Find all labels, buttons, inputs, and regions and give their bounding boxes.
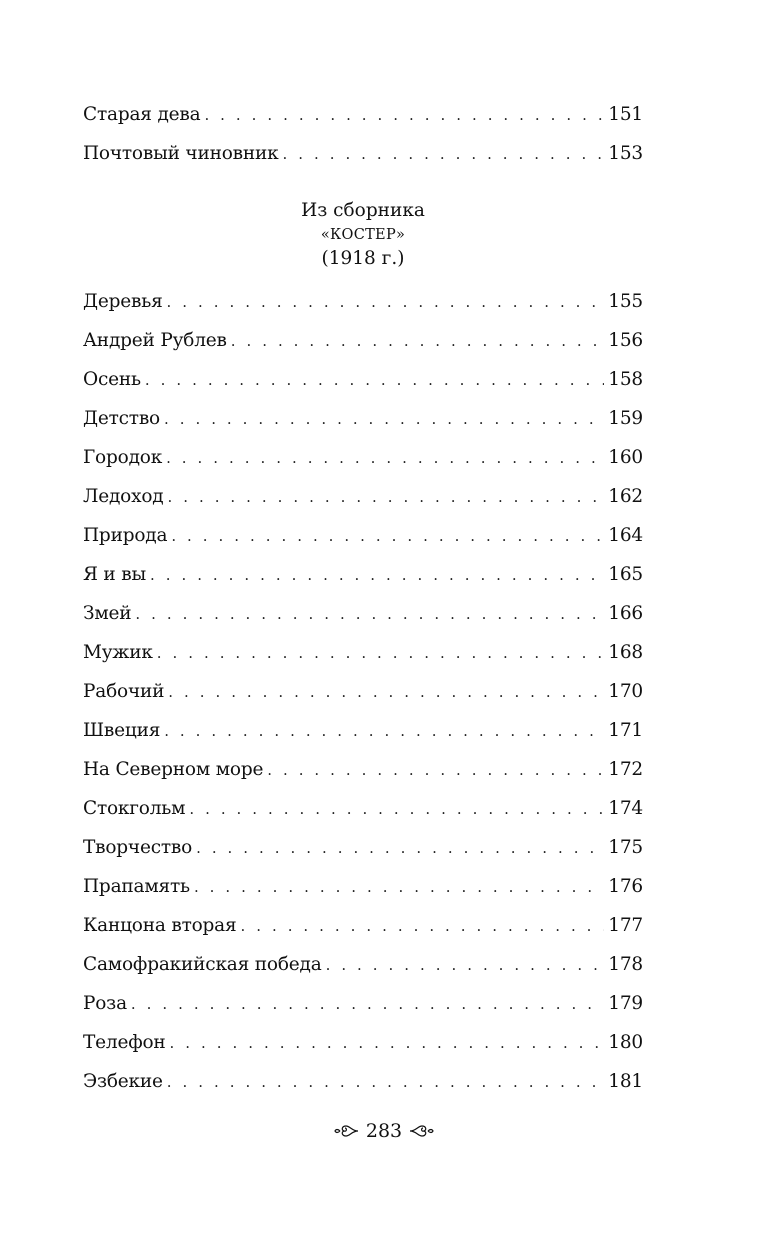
toc-list-top [83, 95, 643, 173]
toc-entry [83, 672, 643, 711]
toc-entry-page: 180 [608, 1032, 643, 1053]
toc-entry-page: 156 [608, 330, 643, 351]
toc-entry [83, 555, 643, 594]
section-heading [83, 198, 643, 272]
dot-leader [145, 361, 604, 400]
toc-entry [83, 1062, 643, 1101]
toc-entry-title: Телефон [83, 1032, 166, 1053]
toc-entry-title: Прапамять [83, 876, 190, 897]
toc-entry-title: Самофракийская победа [83, 954, 322, 975]
toc-entry-page: 160 [608, 447, 643, 468]
toc-entry-page: 168 [608, 642, 643, 663]
toc-entry-page: 159 [608, 408, 643, 429]
toc-entry-page: 170 [608, 681, 643, 702]
toc-entry [83, 438, 643, 477]
toc-entry [83, 984, 643, 1023]
toc-entry-page: 162 [608, 486, 643, 507]
toc-entry-page: 174 [608, 798, 643, 819]
toc-entry-page: 153 [608, 143, 643, 164]
dot-leader [267, 751, 604, 790]
toc-entry-title: Городок [83, 447, 163, 468]
dot-leader [170, 1024, 605, 1063]
toc-entry [83, 399, 643, 438]
toc-entry [83, 360, 643, 399]
dot-leader [166, 439, 604, 478]
toc-entry-page: 172 [608, 759, 643, 780]
toc-entry-title: Роза [83, 993, 127, 1014]
toc-entry [83, 750, 643, 789]
dot-leader [164, 712, 604, 751]
dot-leader [204, 96, 604, 135]
dot-leader [168, 673, 604, 712]
dot-leader [326, 946, 605, 985]
toc-entry [83, 134, 643, 173]
toc-entry [83, 711, 643, 750]
toc-entry-title: Почтовый чиновник [83, 143, 279, 164]
toc-entry-title: Стокгольм [83, 798, 186, 819]
toc-entry-title: Андрей Рублев [83, 330, 227, 351]
toc-entry [83, 945, 643, 984]
toc-entry-title: На Северном море [83, 759, 264, 780]
toc-entry-title: Эзбекие [83, 1071, 163, 1092]
toc-entry-page: 176 [608, 876, 643, 897]
toc-entry-page: 178 [608, 954, 643, 975]
toc-entry-page: 151 [608, 104, 643, 125]
toc-entry-page: 164 [608, 525, 643, 546]
dot-leader [135, 595, 604, 634]
toc-entry-page: 166 [608, 603, 643, 624]
dot-leader [167, 1063, 605, 1102]
dot-leader [231, 322, 605, 361]
dot-leader [150, 556, 604, 595]
toc-entry [83, 477, 643, 516]
toc-entry-title: Канцона вторая [83, 915, 237, 936]
toc-entry-page: 179 [608, 993, 643, 1014]
flourish-right-icon [408, 1123, 434, 1139]
toc-entry [83, 282, 643, 321]
toc-entry-page: 175 [608, 837, 643, 858]
toc-entry [83, 867, 643, 906]
page-footer [0, 1120, 768, 1142]
dot-leader [196, 829, 604, 868]
dot-leader [167, 478, 604, 517]
toc-entry-title: Старая дева [83, 104, 201, 125]
dot-leader [240, 907, 604, 946]
toc-entry-title: Ледоход [83, 486, 164, 507]
dot-leader [164, 400, 604, 439]
toc-entry-page: 165 [608, 564, 643, 585]
toc-entry-page: 171 [608, 720, 643, 741]
toc-entry-title: Я и вы [83, 564, 146, 585]
section-heading-line1: Из сборника [301, 200, 425, 221]
toc-entry-title: Мужик [83, 642, 153, 663]
toc-entry [83, 321, 643, 360]
dot-leader [167, 283, 605, 322]
toc-entry-page: 155 [608, 291, 643, 312]
dot-leader [194, 868, 604, 907]
toc-entry-title: Природа [83, 525, 168, 546]
toc-entry [83, 633, 643, 672]
toc-entry-page: 158 [608, 369, 643, 390]
toc-entry [83, 789, 643, 828]
toc-entry [83, 594, 643, 633]
page-number: 283 [365, 1120, 403, 1142]
dot-leader [131, 985, 604, 1024]
dot-leader [171, 517, 604, 556]
section-heading-year: (1918 г.) [321, 248, 405, 269]
flourish-left-icon [334, 1123, 360, 1139]
toc-entry [83, 1023, 643, 1062]
toc-entry-title: Рабочий [83, 681, 165, 702]
dot-leader [157, 634, 605, 673]
toc-entry-page: 181 [608, 1071, 643, 1092]
toc-entry [83, 95, 643, 134]
toc-entry-title: Осень [83, 369, 141, 390]
toc-list-main [83, 282, 643, 1101]
toc-entry-title: Творчество [83, 837, 193, 858]
toc-entry-page: 177 [608, 915, 643, 936]
toc-entry [83, 828, 643, 867]
toc-entry-title: Деревья [83, 291, 163, 312]
toc-entry-title: Змей [83, 603, 132, 624]
section-heading-collection-title: «КОСТЕР» [320, 227, 406, 243]
toc-entry [83, 516, 643, 555]
toc-entry-title: Детство [83, 408, 160, 429]
dot-leader [189, 790, 604, 829]
dot-leader [283, 135, 605, 174]
toc-entry-title: Швеция [83, 720, 161, 741]
toc-entry [83, 906, 643, 945]
